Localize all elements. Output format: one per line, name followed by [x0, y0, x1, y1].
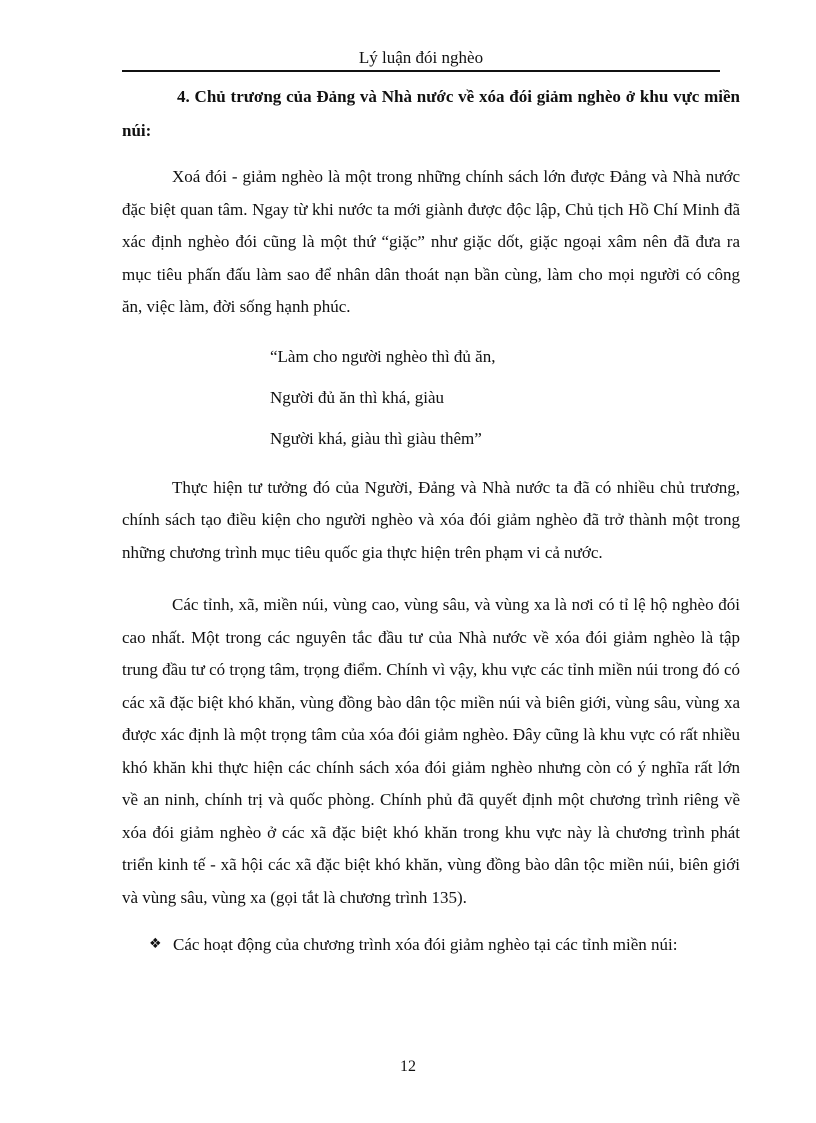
poem-line-3: Người khá, giàu thì giàu thêm”	[270, 428, 482, 448]
paragraph-intro: Xoá đói - giảm nghèo là một trong những chính sách lớn được Đảng và Nhà nước đặc biệt quan tâm. Ngay từ khi nước ta mới giành được độc lập, Chủ tịch Hồ Chí Minh đã xác định nghèo đói cũng là một thứ “giặc” như giặc dốt, giặc ngoại xâm nên đã đưa ra mục tiêu phấn đấu làm sao để nhân dân thoát nạn bần cùng, làm cho mọi người có công ăn, việc làm, đời sống hạnh phúc.	[122, 167, 740, 316]
page-number: 12	[400, 1058, 416, 1075]
header-divider	[122, 70, 720, 72]
running-header-title: Lý luận đói nghèo	[358, 48, 484, 67]
document-body	[122, 80, 740, 960]
paragraph-mountain-regions: Các tỉnh, xã, miền núi, vùng cao, vùng sâu, và vùng xa là nơi có tỉ lệ hộ nghèo đói cao nhất. Một trong các nguyên tắc đầu tư của Nhà nước về xóa đói giảm nghèo là tập trung đầu tư có trọng tâm, trọng điểm. Chính vì vậy, khu vực các tỉnh miền núi trong đó có các xã đặc biệt khó khăn, vùng đồng bào dân tộc miền núi và biên giới, vùng sâu, vùng xa được xác định là một trọng tâm của xóa đói giảm nghèo. Đây cũng là khu vực có rất nhiều khó khăn khi thực hiện các chính sách xóa đói giảm nghèo nhưng còn có ý nghĩa rất lớn về an ninh, chính trị và quốc phòng. Chính phủ đã quyết định một chương trình riêng về xóa đói giảm nghèo ở các xã đặc biệt khó khăn trong khu vực này là chương trình phát triển kinh tế - xã hội các xã đặc biệt khó khăn, vùng đồng bào dân tộc miền núi, biên giới và vùng sâu, vùng xa (gọi tắt là chương trình 135).	[122, 595, 740, 907]
poem-line-2: Người đủ ăn thì khá, giàu	[270, 387, 445, 407]
bullet-item	[149, 929, 740, 960]
quotation-poem	[270, 336, 740, 459]
bullet-text: Các hoạt động của chương trình xóa đói giảm nghèo tại các tỉnh miền núi:	[173, 935, 678, 954]
paragraph-policy: Thực hiện tư tưởng đó của Người, Đảng và Nhà nước ta đã có nhiều chủ trương, chính sách tạo điều kiện cho người nghèo và xóa đói giảm nghèo đã trở thành một trong những chương trình mục tiêu quốc gia thực hiện trên phạm vi cả nước.	[122, 477, 740, 562]
diamond-bullet-icon: ❖	[149, 936, 162, 952]
section-heading: 4. Chủ trương của Đảng và Nhà nước về xóa đói giảm nghèo ở khu vực miền núi:	[122, 87, 740, 140]
poem-line-1: “Làm cho người nghèo thì đủ ăn,	[270, 346, 496, 366]
